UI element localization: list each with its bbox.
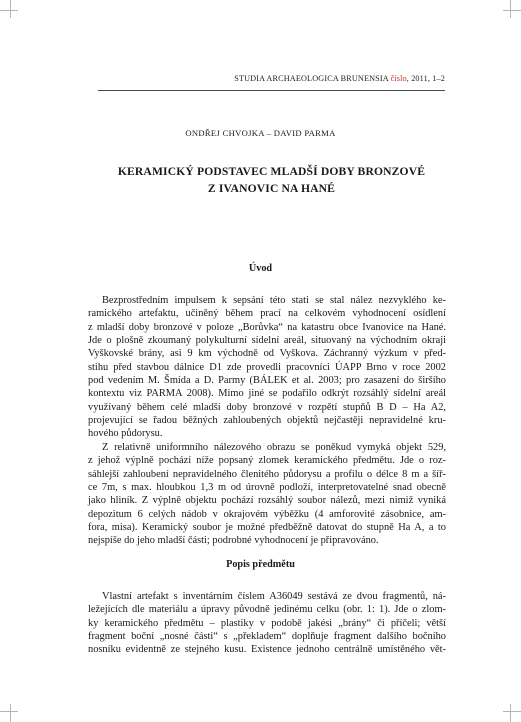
text-line: Z relativně uniformního nálezového obrazu se poněkud vymyká objekt 529, bbox=[102, 442, 446, 453]
text-line: využívaný během celé mladší doby bronzové v rozpětí stupňů B D – Ha A2, bbox=[88, 401, 446, 413]
text-line: ramického artefaktu, učiněný během prací na celkovém vyhodnocení osídlení bbox=[88, 308, 446, 320]
text-line: jako hliník. Z výplně objektu pochází rozsáhlý soubor nálezů, mezi nimiž vyniká bbox=[88, 495, 446, 507]
section-heading-uvod: Úvod bbox=[248, 263, 273, 274]
text-line: z jehož výplně pochází níže popsaný zlomek keramického předmětu. Jde o roz- bbox=[88, 455, 446, 467]
text-line: hového půdorysu. bbox=[88, 428, 163, 440]
text-line: z mladší doby bronzové v poloze „Borůvka“ na katastru obce Ivanovice na Hané. bbox=[88, 321, 446, 333]
text-line: nosníku evidentně ze stejného kusu. Existence jednoho centrálně umístěného vět- bbox=[88, 644, 446, 656]
text-line: nejspíše do jeho mladší části; podrobné vyhodnocení je připravováno. bbox=[88, 535, 379, 547]
text-line: ležejících dle materiálu a úpravy původně jedinému celku (obr. 1: 1). Jde o zlom- bbox=[88, 604, 446, 616]
crop-mark bbox=[503, 10, 521, 11]
title-line: KERAMICKÝ PODSTAVEC MLADŠÍ DOBY BRONZOVÉ bbox=[117, 165, 426, 178]
text-line: fora, misa). Keramický soubor je možné předběžně datovat do stupně Ha A, a to bbox=[88, 522, 446, 534]
text-line: Bezprostředním impulsem k sepsání této stati se stal nález nezvyklého ke- bbox=[102, 295, 446, 306]
text-line: stihu před stavbou dálnice D1 zde provedli pracovníci ÚAPP Brno v roce 2002 bbox=[88, 361, 446, 373]
authors: ONDŘEJ CHVOJKA – DAVID PARMA bbox=[185, 128, 336, 138]
text-line: sáhlejší zahloubení nepravidelného členitého půdorysu a profilu o délce 8 m a šíř- bbox=[88, 468, 446, 480]
text-line: kontextu viz PARMA 2008). Mimo jiné se podařilo odkrýt rozsáhlý sídelní areál bbox=[88, 388, 446, 400]
paragraph bbox=[88, 441, 446, 548]
crop-mark bbox=[503, 711, 521, 712]
crop-mark bbox=[10, 0, 11, 18]
text-line: ce 7m, s max. hloubkou 1,3 m od úrovně podloží, interpretovatelné snad obecně bbox=[88, 482, 446, 494]
crop-mark bbox=[10, 704, 11, 722]
article-title bbox=[98, 163, 445, 197]
text-line: ky keramického předmětu – plastiky v podobě jakési „brány“ či příčeli; větší bbox=[88, 617, 446, 629]
header-rule bbox=[98, 90, 445, 91]
issue-number: číslo bbox=[390, 74, 407, 83]
crop-mark bbox=[0, 10, 18, 11]
paragraph bbox=[88, 590, 446, 657]
crop-mark bbox=[510, 704, 511, 722]
text-line: Jde o plošně zkoumaný polykulturní sídelní areál, situovaný na východním okraji bbox=[88, 335, 446, 347]
crop-mark bbox=[510, 0, 511, 18]
running-header bbox=[234, 74, 445, 83]
text-line: Vyškovské brány, asi 9 km východně od Vyškova. Záchranný výzkum v před- bbox=[88, 348, 446, 360]
year-pages: , 2011, 1–2 bbox=[406, 74, 445, 83]
section-heading-popis: Popis předmětu bbox=[226, 559, 295, 570]
text-line: depozitum 6 celých nádob v okrajovém výběžku (4 amforovité zásobnice, am- bbox=[88, 508, 446, 520]
journal-name: STUDIA ARCHAEOLOGICA BRUNENSIA bbox=[234, 74, 391, 83]
text-line: pod vedením M. Šmída a D. Parmy (BÁLEK et al. 2003; pro zasazení do širšího bbox=[88, 375, 446, 387]
text-line: fragment boční „nosné části“ s „překladem“ doplňuje fragment dalšího bočního bbox=[88, 631, 446, 643]
title-line: Z IVANOVIC NA HANÉ bbox=[207, 182, 336, 195]
crop-mark bbox=[0, 711, 18, 712]
paragraph bbox=[88, 294, 446, 441]
text-line: Vlastní artefakt s inventárním číslem A36049 sestává ze dvou fragmentů, ná- bbox=[102, 591, 446, 602]
text-line: projevující se řadou běžných zahloubených objektů nejčastěji nepravidelné kru- bbox=[88, 415, 446, 427]
